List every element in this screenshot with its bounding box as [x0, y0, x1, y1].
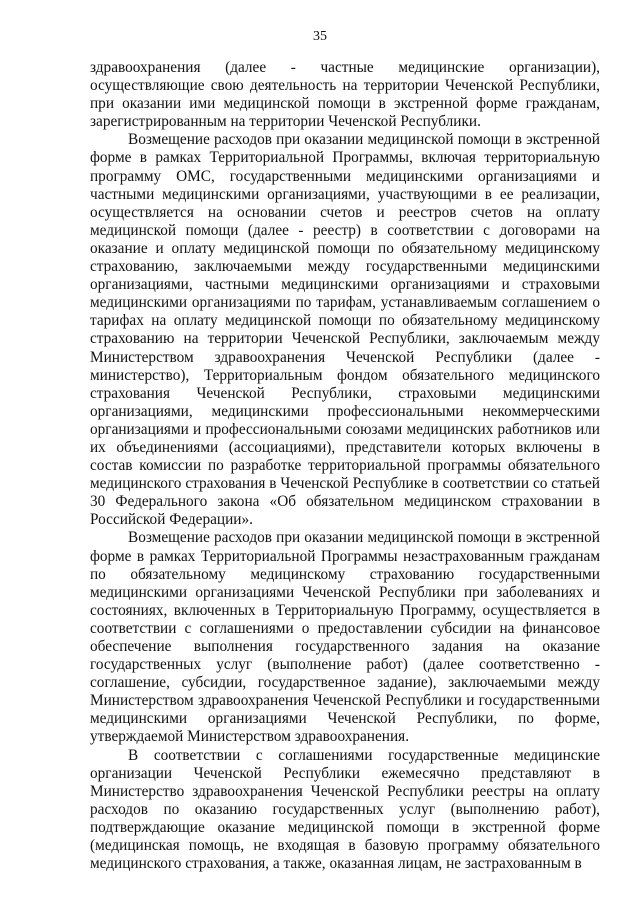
paragraph-continuation: здравоохранения (далее - частные медицинские организации), осуществляющие свою деятельность на территории Чеченской Республики, при оказании ими медицинской помощи в экстренной форме гражданам, зарегистрированным на территории Чеченской Республики.	[90, 59, 600, 131]
paragraph-compensation-oms: Возмещение расходов при оказании медицинской помощи в экстренной форме в рамках Территориальной Программы, включая территориальную программу ОМС, государственными медицинскими организациями и частными медицинскими организациями, участвующими в ее реализации, осуществляется на основании счетов и реестров счетов на оплату медицинской помощи (далее - реестр) в соответствии с договорами на оказание и оплату медицинской помощи по обязательному медицинскому страхованию, заключаемыми между государственными медицинскими организациями, частными медицинскими организациями и страховыми медицинскими организациями по тарифам, устанавливаемым соглашением о тарифах на оплату медицинской помощи по обязательному медицинскому страхованию на территории Чеченской Республики, заключаемым между Министерством здравоохранения Чеченской Республики (далее - министерство), Территориальным фондом обязательного медицинского страхования Чеченской Республики, страховыми медицинскими организациями, медицинскими профессиональными некоммерческими организациями и профессиональными союзами медицинских работников или их объединениями (ассоциациями), представители которых включены в состав комиссии по разработке территориальной программы обязательного медицинского страхования в Чеченской Республике в соответствии со статьей 30 Федерального закона «Об обязательном медицинском страховании в Российской Федерации».	[90, 131, 600, 529]
paragraph-compensation-uninsured: Возмещение расходов при оказании медицинской помощи в экстренной форме в рамках Территориальной Программы незастрахованным гражданам по обязательному медицинскому страхованию государственными медицинскими организациями Чеченской Республики при заболеваниях и состояниях, включенных в Территориальную Программу, осуществляется в соответствии с соглашениями о предоставлении субсидии на финансовое обеспечение выполнения государственного задания на оказание государственных услуг (выполнение работ) (далее соответственно - соглашение, субсидии, государственное задание), заключаемыми между Министерством здравоохранения Чеченской Республики и государственными медицинскими организациями Чеченской Республики, по форме, утверждаемой Министерством здравоохранения.	[90, 529, 600, 746]
page-number: 35	[313, 29, 327, 44]
document-body	[90, 59, 600, 873]
paragraph-monthly-registers: В соответствии с соглашениями государственные медицинские организации Чеченской Республики ежемесячно представляют в Министерство здравоохранения Чеченской Республики реестры на оплату расходов по оказанию государственных услуг (выполнению работ), подтверждающие оказание медицинской помощи в экстренной форме (медицинская помощь, не входящая в базовую программу обязательного медицинского страхования, а также, оказанная лицам, не застрахованным в	[90, 746, 600, 873]
